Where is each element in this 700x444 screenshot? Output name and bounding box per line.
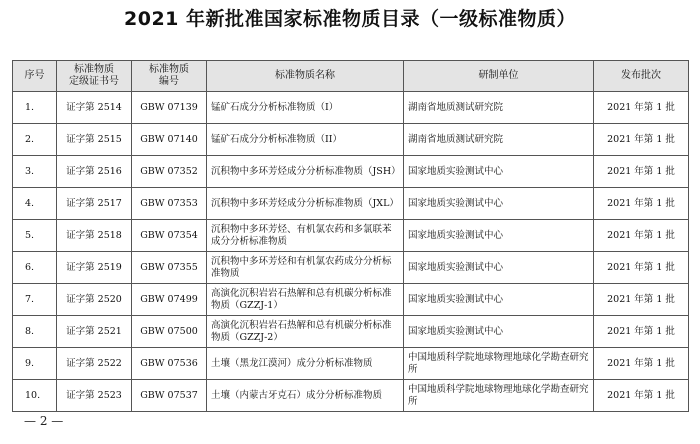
cell-seq: 8. xyxy=(13,316,57,348)
cell-seq: 10. xyxy=(13,380,57,412)
cell-name: 沉积物中多环芳烃成分分析标准物质（JXL） xyxy=(207,188,404,220)
cell-unit: 国家地质实验测试中心 xyxy=(404,316,594,348)
cell-name: 土壤（内蒙古牙克石）成分分析标准物质 xyxy=(207,380,404,412)
table-row xyxy=(13,252,689,284)
table-row xyxy=(13,92,689,124)
cell-unit: 国家地质实验测试中心 xyxy=(404,252,594,284)
cell-cert: 证字第 2519 xyxy=(57,252,132,284)
table-row xyxy=(13,284,689,316)
cell-seq: 1. xyxy=(13,92,57,124)
cell-name: 沉积物中多环芳烃和有机氯农药成分分析标准物质 xyxy=(207,252,404,284)
header-unit: 研制单位 xyxy=(404,61,594,92)
cell-batch: 2021 年第 1 批 xyxy=(594,124,689,156)
cell-cert: 证字第 2515 xyxy=(57,124,132,156)
table-row xyxy=(13,156,689,188)
cell-unit: 国家地质实验测试中心 xyxy=(404,284,594,316)
cell-seq: 6. xyxy=(13,252,57,284)
cell-seq: 3. xyxy=(13,156,57,188)
cell-cert: 证字第 2521 xyxy=(57,316,132,348)
cell-batch: 2021 年第 1 批 xyxy=(594,380,689,412)
cell-batch: 2021 年第 1 批 xyxy=(594,156,689,188)
header-batch: 发布批次 xyxy=(594,61,689,92)
table-row xyxy=(13,380,689,412)
table-header-row xyxy=(13,61,689,92)
page-title: 2021 年新批准国家标准物质目录（一级标准物质） xyxy=(124,8,576,30)
cell-unit: 国家地质实验测试中心 xyxy=(404,220,594,252)
cell-seq: 9. xyxy=(13,348,57,380)
cell-batch: 2021 年第 1 批 xyxy=(594,188,689,220)
header-cert: 标准物质 定级证书号 xyxy=(57,61,132,92)
table-row xyxy=(13,316,689,348)
cell-name: 高演化沉积岩岩石热解和总有机碳分析标准物质（GZZJ-1） xyxy=(207,284,404,316)
cell-name: 沉积物中多环芳烃成分分析标准物质（JSH） xyxy=(207,156,404,188)
cell-seq: 7. xyxy=(13,284,57,316)
table-row xyxy=(13,124,689,156)
cell-name: 土壤（黑龙江漠河）成分分析标准物质 xyxy=(207,348,404,380)
cell-cert: 证字第 2522 xyxy=(57,348,132,380)
cell-unit: 国家地质实验测试中心 xyxy=(404,156,594,188)
cell-unit: 中国地质科学院地球物理地球化学勘查研究所 xyxy=(404,348,594,380)
cell-cert: 证字第 2517 xyxy=(57,188,132,220)
cell-name: 锰矿石成分分析标准物质（I） xyxy=(207,92,404,124)
cell-no: GBW 07536 xyxy=(132,348,207,380)
cell-no: GBW 07352 xyxy=(132,156,207,188)
cell-no: GBW 07354 xyxy=(132,220,207,252)
table-row xyxy=(13,220,689,252)
cell-cert: 证字第 2514 xyxy=(57,92,132,124)
cell-cert: 证字第 2523 xyxy=(57,380,132,412)
cell-seq: 5. xyxy=(13,220,57,252)
table-row xyxy=(13,348,689,380)
cell-name: 锰矿石成分分析标准物质（II） xyxy=(207,124,404,156)
cell-unit: 中国地质科学院地球物理地球化学勘查研究所 xyxy=(404,380,594,412)
header-seq: 序号 xyxy=(13,61,57,92)
cell-no: GBW 07353 xyxy=(132,188,207,220)
cell-batch: 2021 年第 1 批 xyxy=(594,284,689,316)
cell-no: GBW 07139 xyxy=(132,92,207,124)
cell-cert: 证字第 2518 xyxy=(57,220,132,252)
cell-batch: 2021 年第 1 批 xyxy=(594,92,689,124)
cell-batch: 2021 年第 1 批 xyxy=(594,316,689,348)
cell-seq: 2. xyxy=(13,124,57,156)
cell-unit: 国家地质实验测试中心 xyxy=(404,188,594,220)
header-no: 标准物质 编号 xyxy=(132,61,207,92)
cell-no: GBW 07140 xyxy=(132,124,207,156)
table-row xyxy=(13,188,689,220)
cell-no: GBW 07355 xyxy=(132,252,207,284)
header-name: 标准物质名称 xyxy=(207,61,404,92)
cell-cert: 证字第 2516 xyxy=(57,156,132,188)
cell-unit: 湖南省地质测试研究院 xyxy=(404,124,594,156)
standard-materials-table xyxy=(12,60,689,412)
cell-seq: 4. xyxy=(13,188,57,220)
cell-batch: 2021 年第 1 批 xyxy=(594,348,689,380)
cell-batch: 2021 年第 1 批 xyxy=(594,220,689,252)
cell-unit: 湖南省地质测试研究院 xyxy=(404,92,594,124)
cell-no: GBW 07537 xyxy=(132,380,207,412)
cell-name: 高演化沉积岩岩石热解和总有机碳分析标准物质（GZZJ-2） xyxy=(207,316,404,348)
page-number: — 2 — xyxy=(24,414,64,428)
cell-no: GBW 07499 xyxy=(132,284,207,316)
cell-no: GBW 07500 xyxy=(132,316,207,348)
cell-batch: 2021 年第 1 批 xyxy=(594,252,689,284)
cell-name: 沉积物中多环芳烃、有机氯农药和多氯联苯成分分析标准物质 xyxy=(207,220,404,252)
cell-cert: 证字第 2520 xyxy=(57,284,132,316)
